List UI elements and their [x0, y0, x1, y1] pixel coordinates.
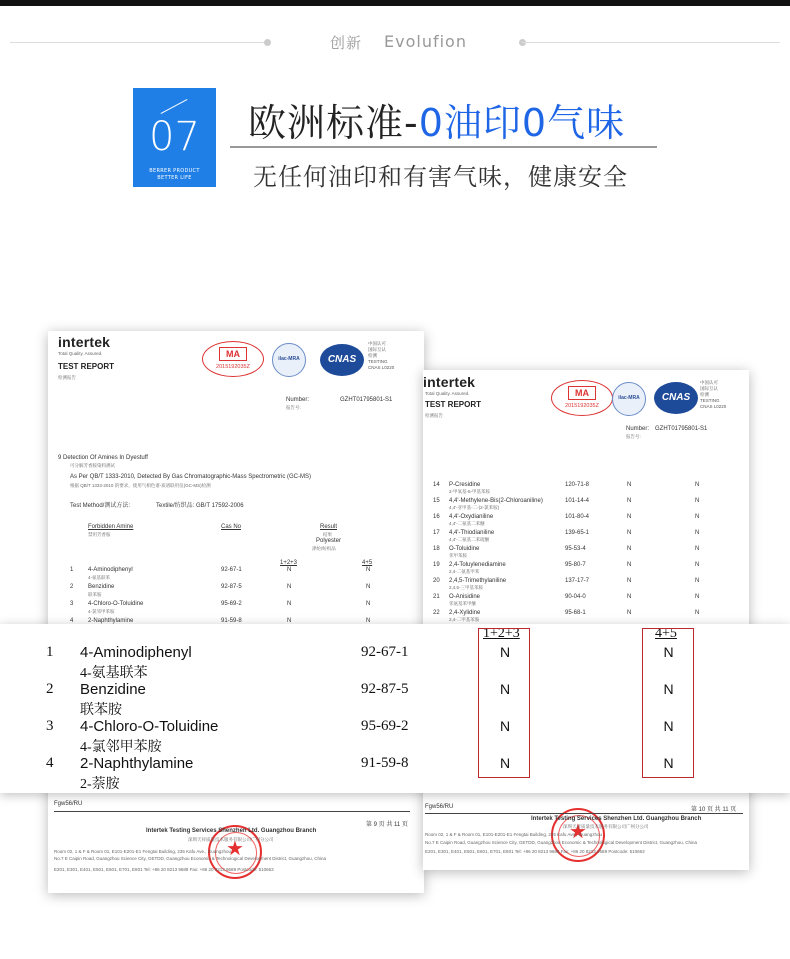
footer-address1: Room 02, 1 & F & Room 01, E101-E201-E1 Fengtai Building, 235 Kafu Ave., Guangzhou: [425, 832, 603, 837]
section-label-en: Evolufion: [384, 32, 467, 51]
table-row-result2: N: [695, 546, 700, 552]
section-title: 9 Detection Of Amines In Dyestuff: [58, 455, 148, 461]
ma-stamp: MA 2015192035Z: [202, 341, 264, 377]
report-title-cn: 检测报告: [58, 375, 76, 380]
report-title-cn: 检测报告: [425, 413, 443, 418]
report-number-label: Number:: [626, 426, 650, 432]
ilac-mra-logo: ilac-MRA: [272, 343, 306, 377]
table-row-no: 22: [433, 610, 440, 616]
col-result-cn: 结果: [323, 532, 332, 537]
table-row-amine-cn: 4-氯邻甲苯胺: [88, 609, 115, 614]
divider-left: [10, 42, 268, 43]
zoom-row-result2: N: [663, 718, 674, 734]
table-row-no: 20: [433, 578, 440, 584]
intertek-logo: intertek: [423, 374, 476, 390]
table-row-cas: 95-69-2: [221, 601, 242, 607]
page-number: 第 10 页 共 11 页: [691, 807, 737, 813]
footer-rule: [425, 813, 743, 814]
section-header: [0, 30, 790, 56]
table-row-result2: N: [366, 601, 371, 607]
table-row-result1: N: [287, 584, 292, 590]
zoomed-results-table: [0, 624, 790, 793]
table-row-amine-cn: 2,4-二氨基甲苯: [449, 569, 480, 574]
table-row-amine-cn: 邻氨基苯甲醚: [449, 601, 476, 606]
table-row-result1: N: [627, 562, 632, 568]
table-row-amine: O-Toluidine: [449, 546, 480, 552]
table-row-no: 2: [70, 584, 74, 590]
section-label-cn: 创新: [330, 34, 363, 52]
company-seal: ★: [551, 808, 605, 862]
zoom-row-result2: N: [663, 681, 674, 697]
page-subtitle: 无任何油印和有害气味，健康安全: [253, 163, 628, 191]
report-number-label-cn: 报告号:: [626, 434, 641, 439]
report-number-label-cn: 报告号:: [286, 405, 301, 410]
footer-address2: No.7 E Caipin Road, Guangzhou Science City, GETDD, Guangzhou Economic & Technological Development District, Guangzhou, China: [425, 840, 697, 845]
table-row-result2: N: [366, 567, 371, 573]
table-row-result1: N: [287, 618, 292, 624]
col-result: Result: [320, 524, 338, 530]
table-row-result1: N: [627, 530, 632, 536]
zoom-col-sub2: 4+5: [655, 626, 677, 641]
table-row-result2: N: [695, 578, 700, 584]
table-row-amine: 4,4'-Thiodianiline: [449, 530, 495, 536]
footer-rule: [54, 811, 410, 812]
zoom-row-result1: N: [499, 644, 511, 660]
table-row-amine-cn: 4,4'-二氨基二苯硫醚: [449, 537, 490, 542]
top-bar: [0, 0, 790, 6]
report-title: TEST REPORT: [58, 362, 115, 371]
table-row-amine: 4-Aminodiphenyl: [88, 567, 133, 573]
zoom-row-result2: N: [663, 644, 674, 660]
table-row-cas: 101-14-4: [565, 498, 590, 504]
table-row-cas: 95-80-7: [565, 562, 586, 568]
table-row-result2: N: [695, 498, 700, 504]
table-row-result2: N: [695, 482, 700, 488]
zoom-row-cas: 92-67-1: [361, 644, 409, 660]
divider-dot-left: [264, 39, 271, 46]
table-row-result1: N: [627, 514, 632, 520]
table-row-cas: 120-71-8: [565, 482, 590, 488]
cnas-caption: 中国认可 国际互认 检测 TESTING CNAS L0220: [368, 341, 395, 370]
zoom-row-cas: 95-69-2: [361, 718, 409, 734]
table-row-amine: 2,4,5-Trimethylaniline: [449, 578, 507, 584]
col-polyester-cn: 涤纶/纺织品: [312, 546, 336, 551]
table-row-amine-cn: 2,4-二甲基苯胺: [449, 617, 480, 622]
zoom-row-no: 1: [46, 644, 54, 660]
zoom-row-result1: N: [499, 718, 511, 734]
intertek-logo: intertek: [58, 334, 111, 350]
ma-stamp: MA 2015192035Z: [551, 380, 613, 416]
table-row-no: 19: [433, 562, 440, 568]
table-row-cas: 92-67-1: [221, 567, 242, 573]
report-sheet-page9: [48, 331, 424, 893]
report-number: GZHT01795801-S1: [655, 426, 708, 432]
method-line1: As Per QB/T 1333-2010, Detected By Gas Chromatographic-Mass Spectrometric (GC-MS): [70, 474, 311, 480]
table-row-amine: P-Cresidine: [449, 482, 481, 488]
zoom-row-amine: 2-Naphthylamine: [80, 755, 194, 772]
zoom-row-cas: 92-87-5: [361, 681, 409, 697]
table-row-result2: N: [695, 514, 700, 520]
report-sheet-page10: [423, 370, 749, 870]
report-title: TEST REPORT: [425, 400, 482, 409]
zoom-row-result1: N: [499, 755, 511, 771]
table-row-result1: N: [287, 601, 292, 607]
badge-slash: [161, 99, 188, 114]
number-badge: [133, 88, 216, 187]
table-row-no: 4: [70, 618, 74, 624]
table-row-amine: 2,4-Xylidine: [449, 610, 481, 616]
table-row-result1: N: [627, 498, 632, 504]
section-title-cn: 可分解芳香胺染料测试: [70, 463, 115, 468]
table-row-amine-cn: 4,4'-二氨基二苯醚: [449, 521, 485, 526]
table-row-result2: N: [695, 530, 700, 536]
table-row-amine: O-Anisidine: [449, 594, 481, 600]
badge-line1: BERRER PRODUCT: [149, 168, 200, 174]
table-row-result2: N: [695, 562, 700, 568]
intertek-tagline: Total Quality. Assured.: [425, 391, 470, 396]
table-row-amine: 2-Naphthylamine: [88, 618, 134, 624]
table-row-result1: N: [627, 610, 632, 616]
footer-address2: No.7 E Caipin Road, Guangzhou Science City, GETDD, Guangzhou Economic & Technological Development District, Guangzhou, China: [54, 856, 326, 861]
table-row-result2: N: [366, 584, 371, 590]
col-polyester: Polyester: [316, 538, 342, 544]
table-row-amine-cn: 邻甲苯胺: [449, 553, 467, 558]
table-row-no: 18: [433, 546, 440, 552]
footer-code: Fgw56/RU: [425, 804, 454, 810]
table-row-result2: N: [695, 594, 700, 600]
report-number: GZHT01795801-S1: [340, 397, 393, 403]
table-row-cas: 90-04-0: [565, 594, 586, 600]
table-row-no: 14: [433, 482, 440, 488]
footer-company: Intertek Testing Services Shenzhen Ltd. Guangzhou Branch: [146, 828, 317, 834]
ilac-mra-logo: ilac-MRA: [612, 382, 646, 416]
table-row-amine: 4,4'-Methylene-Bis(2-Chloroaniline): [449, 498, 543, 504]
table-row-amine-cn: 2,4,5-三甲基苯胺: [449, 585, 484, 590]
footer-company-cn: 深圳天祥质量技术服务有限公司广州分公司: [188, 837, 274, 842]
zoom-row-no: 3: [46, 718, 54, 734]
badge-line2: BETTER LIFE: [157, 175, 192, 181]
table-row-no: 16: [433, 514, 440, 520]
footer-address3: E201, E301, E401, E501, E601, E701, E801 Tel: +86 20 8213 9688 Fax: +86 20 8213 9689 Postcode: 510663: [425, 849, 645, 854]
zoom-col-sub1: 1+2+3: [483, 626, 520, 641]
col-amine-cn: 禁用芳香胺: [88, 532, 111, 537]
intertek-tagline: Total Quality. Assured.: [58, 351, 103, 356]
table-row-no: 21: [433, 594, 440, 600]
zoom-row-no: 2: [46, 681, 54, 697]
table-row-no: 3: [70, 601, 74, 607]
col-cas: Cas No: [221, 524, 242, 530]
cnas-logo: CNAS: [320, 344, 364, 376]
table-row-result1: N: [287, 567, 292, 573]
table-row-cas: 91-59-8: [221, 618, 242, 624]
page-title: [248, 92, 625, 147]
table-row-result1: N: [627, 594, 632, 600]
divider-right: [522, 42, 780, 43]
table-row-result1: N: [627, 482, 632, 488]
table-row-amine-cn: 4,4'-亚甲基-二-(2-氯苯胺): [449, 505, 500, 510]
zoom-row-amine-cn: 联苯胺: [80, 703, 122, 718]
footer-company-cn: 深圳天祥质量技术服务有限公司广州分公司: [563, 824, 649, 829]
footer-address1: Room 02, 1 & F & Room 01, E101-E201-E1 Fengtai Building, 235 Kafu Ave., Guangzhou: [54, 849, 232, 854]
table-row-amine: 4,4'-Oxydianiline: [449, 514, 494, 520]
table-row-amine: 2,4-Toluylenediamine: [449, 562, 506, 568]
table-row-cas: 139-65-1: [565, 530, 590, 536]
table-row-amine-cn: 4-氨基联苯: [88, 575, 111, 580]
company-seal: ★: [208, 825, 262, 879]
footer-code: Fgw56/RU: [54, 801, 83, 807]
table-row-result1: N: [627, 546, 632, 552]
cnas-caption: 中国认可 国际互认 检测 TESTING CNAS L0220: [700, 380, 727, 409]
col-amine: Forbidden Amine: [88, 524, 134, 530]
table-row-result2: N: [366, 618, 371, 624]
col-sub1: 1+2+3: [280, 560, 298, 566]
table-row-cas: 95-68-1: [565, 610, 586, 616]
table-row-amine: 4-Chloro-O-Toluidine: [88, 601, 144, 607]
zoom-row-cas: 91-59-8: [361, 755, 409, 771]
title-rule: [230, 146, 657, 148]
table-row-result2: N: [695, 610, 700, 616]
col-sub2: 4+5: [362, 560, 373, 566]
page-number: 第 9 页 共 11 页: [366, 822, 408, 828]
table-row-cas: 92-87-5: [221, 584, 242, 590]
zoom-row-amine: 4-Chloro-O-Toluidine: [80, 718, 219, 735]
zoom-row-amine-cn: 2-萘胺: [80, 777, 120, 792]
test-method-label: Test Method/测试方法:: [70, 503, 131, 509]
zoom-row-amine-cn: 4-氨基联苯: [80, 666, 148, 681]
report-number-label: Number:: [286, 397, 310, 403]
table-row-cas: 95-53-4: [565, 546, 586, 552]
zoom-row-result1: N: [499, 681, 511, 697]
table-row-result1: N: [627, 578, 632, 584]
title-blue: 0油印0气味: [418, 101, 626, 145]
table-row-cas: 137-17-7: [565, 578, 590, 584]
footer-company: Intertek Testing Services Shenzhen Ltd. Guangzhou Branch: [531, 816, 702, 822]
zoom-row-amine: Benzidine: [80, 681, 146, 698]
title-black: 欧洲标准-: [248, 101, 419, 145]
cnas-logo: CNAS: [654, 382, 698, 414]
footer-address3: E201, E301, E401, E501, E601, E701, E801 Tel: +86 20 8213 9688 Fax: +86 20 8213 9689 Postcode: 510663: [54, 867, 274, 872]
zoom-row-amine-cn: 4-氯邻甲苯胺: [80, 740, 162, 755]
table-row-no: 15: [433, 498, 440, 504]
table-row-amine-cn: 2-甲氧基-5-甲基苯胺: [449, 489, 491, 494]
table-row-cas: 101-80-4: [565, 514, 590, 520]
table-row-no: 1: [70, 567, 74, 573]
textile-label: Textile/纺织品: GB/T 17592-2006: [156, 503, 244, 509]
zoom-row-amine: 4-Aminodiphenyl: [80, 644, 192, 661]
zoom-row-result2: N: [663, 755, 674, 771]
method-line2: 根据 QB/T 1333-2010 的要求，使用气相色谱-质谱联用仪(GC-MS)检测: [70, 483, 211, 488]
badge-number: 07: [149, 114, 200, 160]
table-row-amine: Benzidine: [88, 584, 115, 590]
table-row-amine-cn: 联苯胺: [88, 592, 102, 597]
table-row-no: 17: [433, 530, 440, 536]
zoom-row-no: 4: [46, 755, 54, 771]
